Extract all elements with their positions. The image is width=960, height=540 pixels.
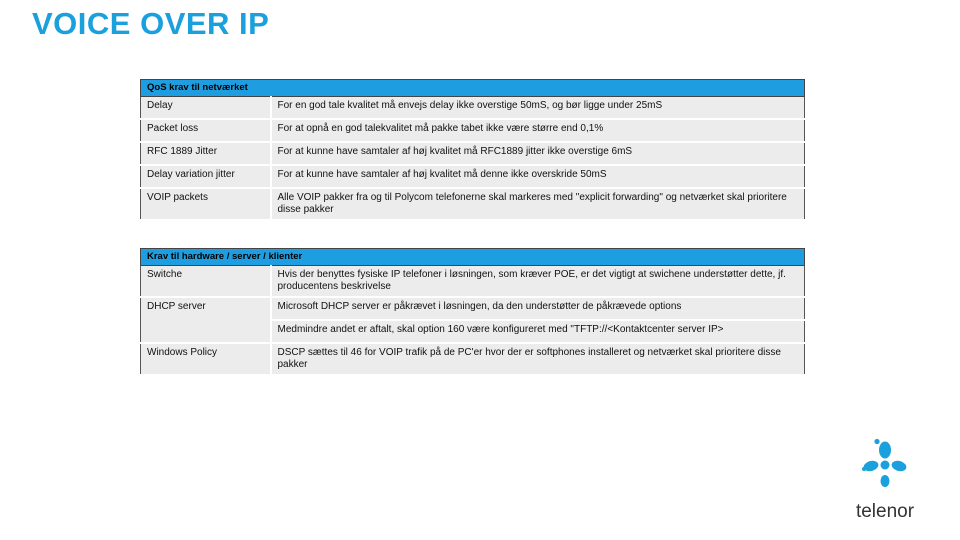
row-text: For en god tale kvalitet må envejs delay ikke overstige 50mS, og bør ligge under 25mS xyxy=(271,97,805,120)
table-row xyxy=(141,188,805,220)
row-label: Delay variation jitter xyxy=(141,165,271,188)
row-label: VOIP packets xyxy=(141,188,271,220)
row-text: For at opnå en god talekvalitet må pakke tabet ikke være større end 0,1% xyxy=(271,119,805,142)
telenor-logo xyxy=(848,438,922,522)
telenor-propeller-icon xyxy=(862,439,908,487)
row-text: Alle VOIP pakker fra og til Polycom telefonerne skal markeres med "explicit forwarding" og netværket skal prioritere disse pakker xyxy=(271,188,805,220)
row-label: Packet loss xyxy=(141,119,271,142)
row-text: For at kunne have samtaler af høj kvalitet må RFC1889 jitter ikke overstige 6mS xyxy=(271,142,805,165)
table-row xyxy=(141,119,805,142)
row-label: DHCP server xyxy=(141,297,271,343)
table-header xyxy=(141,249,805,266)
row-text: DSCP sættes til 46 for VOIP trafik på de PC'er hvor der er softphones installeret og netværket skal prioritere disse pakker xyxy=(271,343,805,375)
table-row xyxy=(141,297,805,320)
table-row xyxy=(141,165,805,188)
table-row xyxy=(141,266,805,298)
table-header xyxy=(141,80,805,97)
table-row xyxy=(141,343,805,375)
row-label: Delay xyxy=(141,97,271,120)
brand-name: telenor xyxy=(855,501,915,522)
row-text: Medmindre andet er aftalt, skal option 160 være konfigureret med "TFTP://<Kontaktcenter server IP> xyxy=(271,320,805,343)
row-text: For at kunne have samtaler af høj kvalitet må denne ikke overskride 50mS xyxy=(271,165,805,188)
row-label: RFC 1889 Jitter xyxy=(141,142,271,165)
page-title: VOICE OVER IP xyxy=(32,6,270,41)
network-header: QoS krav til netværket xyxy=(141,80,805,97)
hardware-requirements-table xyxy=(140,248,805,376)
hardware-header: Krav til hardware / server / klienter xyxy=(141,249,805,266)
table-row xyxy=(141,97,805,120)
network-qos-table xyxy=(140,79,805,221)
row-label: Windows Policy xyxy=(141,343,271,375)
row-label: Switche xyxy=(141,266,271,298)
row-text: Hvis der benyttes fysiske IP telefoner i løsningen, som kræver POE, er det vigtigt at swichene understøtter dette, jf. producentens beskrivelse xyxy=(271,266,805,298)
row-text: Microsoft DHCP server er påkrævet i løsningen, da den understøtter de påkrævede options xyxy=(271,297,805,320)
table-row xyxy=(141,142,805,165)
